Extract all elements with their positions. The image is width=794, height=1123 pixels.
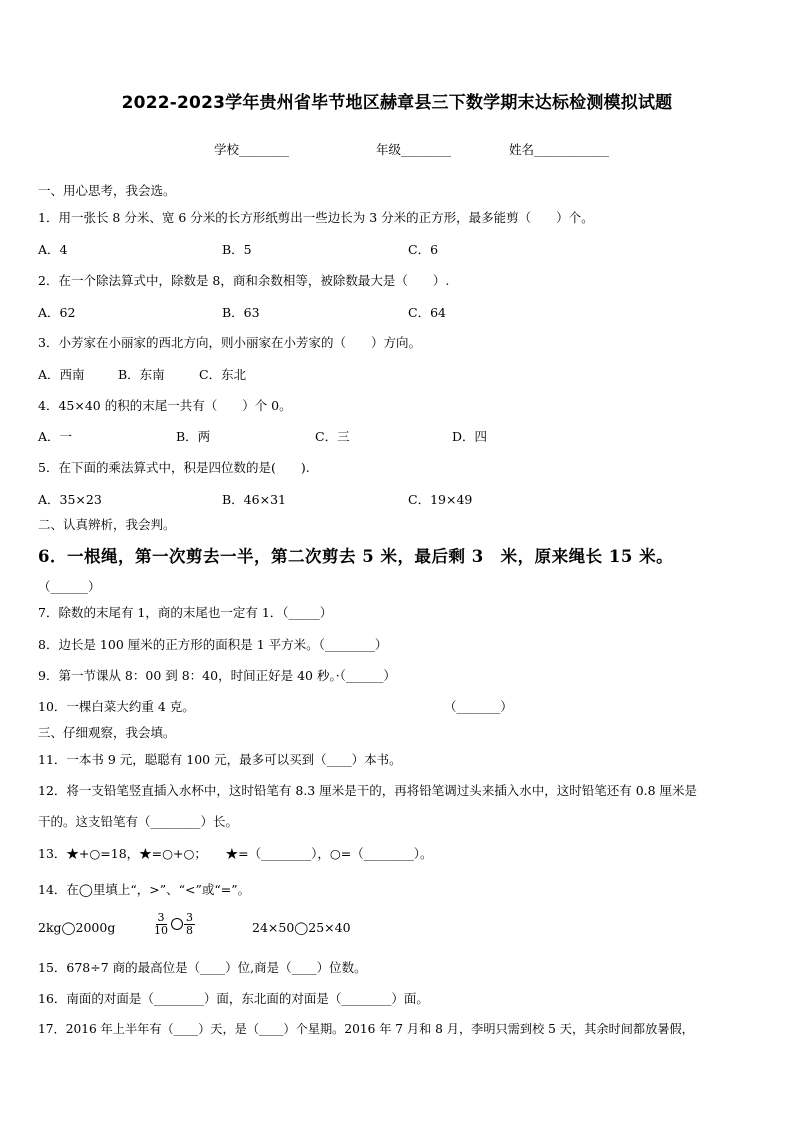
name-field: 姓名____________ <box>509 142 610 157</box>
grade-field: 年级________ <box>376 142 452 157</box>
section-3-heading: 三、仔细观察，我会填。 <box>38 725 176 740</box>
question-7: 7．除数的末尾有 1，商的末尾也一定有 1．（_____） <box>38 605 333 620</box>
section-2-heading: 二、认真辨析，我会判。 <box>38 517 176 532</box>
question-15: 15．678÷7 商的最高位是（____）位,商是（____）位数。 <box>38 960 367 975</box>
question-9: 9．第一节课从 8：00 到 8：40，时间正好是 40 秒。·（______） <box>38 668 396 683</box>
q3-option-b: B．东南 <box>118 367 165 382</box>
school-field: 学校________ <box>214 142 290 157</box>
question-6: 6．一根绳，第一次剪去一半，第二次剪去 5 米，最后剩 3 米，原来绳长 15 米。 <box>38 547 674 566</box>
q3-option-c: C．东北 <box>199 367 247 382</box>
q5-option-b: B．46×31 <box>222 492 286 507</box>
question-14: 14．在◯里填上“，>”、“<”或“=”。 <box>38 882 251 897</box>
question-12-line-2: 干的。这支铅笔有（________）长。 <box>38 814 239 829</box>
question-3: 3．小芳家在小丽家的西北方向，则小丽家在小芳家的（ ）方向。 <box>38 335 421 350</box>
q4-option-a: A．一 <box>38 429 73 444</box>
q5-option-a: A．35×23 <box>38 492 102 507</box>
section-1-heading: 一、用心思考，我会选。 <box>38 183 176 198</box>
q3-option-a: A．西南 <box>38 367 85 382</box>
fraction-3-10: $\frac{3}{10}$ <box>154 911 168 937</box>
q6-answer-blank: （______） <box>38 579 101 594</box>
question-4: 4．45×40 的积的末尾一共有（ ）个 0。 <box>38 398 292 413</box>
question-1: 1．用一张长 8 分米、宽 6 分米的长方形纸剪出一些边长为 3 分米的正方形，最多能剪（ ）个。 <box>38 210 594 225</box>
q2-option-b: B．63 <box>222 305 260 320</box>
q1-option-c: C．6 <box>408 242 439 257</box>
q14-compare-c: 24×50◯25×40 <box>252 920 351 935</box>
question-12-line-1: 12．将一支铅笔竖直插入水杯中，这时铅笔有 8.3 厘米是干的，再将铅笔调过头来插入水中，这时铅笔还有 0.8 厘米是 <box>38 783 698 798</box>
question-13: 13．★+○=18，★=○+○； ★=（________），○=（________）。 <box>38 846 433 861</box>
q2-option-a: A．62 <box>38 305 76 320</box>
page-title: 2022-2023学年贵州省毕节地区赫章县三下数学期末达标检测模拟试题 <box>121 93 673 113</box>
q1-option-b: B．5 <box>222 242 252 257</box>
q1-option-a: A．4 <box>38 242 68 257</box>
q14-compare-b <box>152 912 195 936</box>
q5-option-c: C．19×49 <box>408 492 473 507</box>
question-8: 8．边长是 100 厘米的正方形的面积是 1 平方米。（________） <box>38 637 388 652</box>
q10-answer-blank: （_______） <box>444 699 513 714</box>
question-17: 17．2016 年上半年有（____）天，是（____）个星期。2016 年 7 月和 8 月，李明只需到校 5 天，其余时间都放暑假， <box>38 1022 694 1036</box>
question-5: 5．在下面的乘法算式中，积是四位数的是( ). <box>38 460 310 475</box>
q4-option-b: B．两 <box>176 429 211 444</box>
fraction-3-8: $\frac{3}{8}$ <box>186 911 193 937</box>
question-11: 11．一本书 9 元，聪聪有 100 元，最多可以买到（____）本书。 <box>38 752 402 767</box>
question-10: 10．一棵白菜大约重 4 克。 <box>38 699 195 714</box>
q4-option-d: D．四 <box>452 429 488 444</box>
compare-circle-icon <box>171 918 183 930</box>
q14-compare-a: 2kg◯2000g <box>38 920 116 935</box>
question-16: 16．南面的对面是（________）面，东北面的对面是（________）面。 <box>38 991 429 1006</box>
q4-option-c: C．三 <box>315 429 350 444</box>
question-2: 2．在一个除法算式中，除数是 8，商和余数相等，被除数最大是（ ）. <box>38 273 450 288</box>
q2-option-c: C．64 <box>408 305 446 320</box>
